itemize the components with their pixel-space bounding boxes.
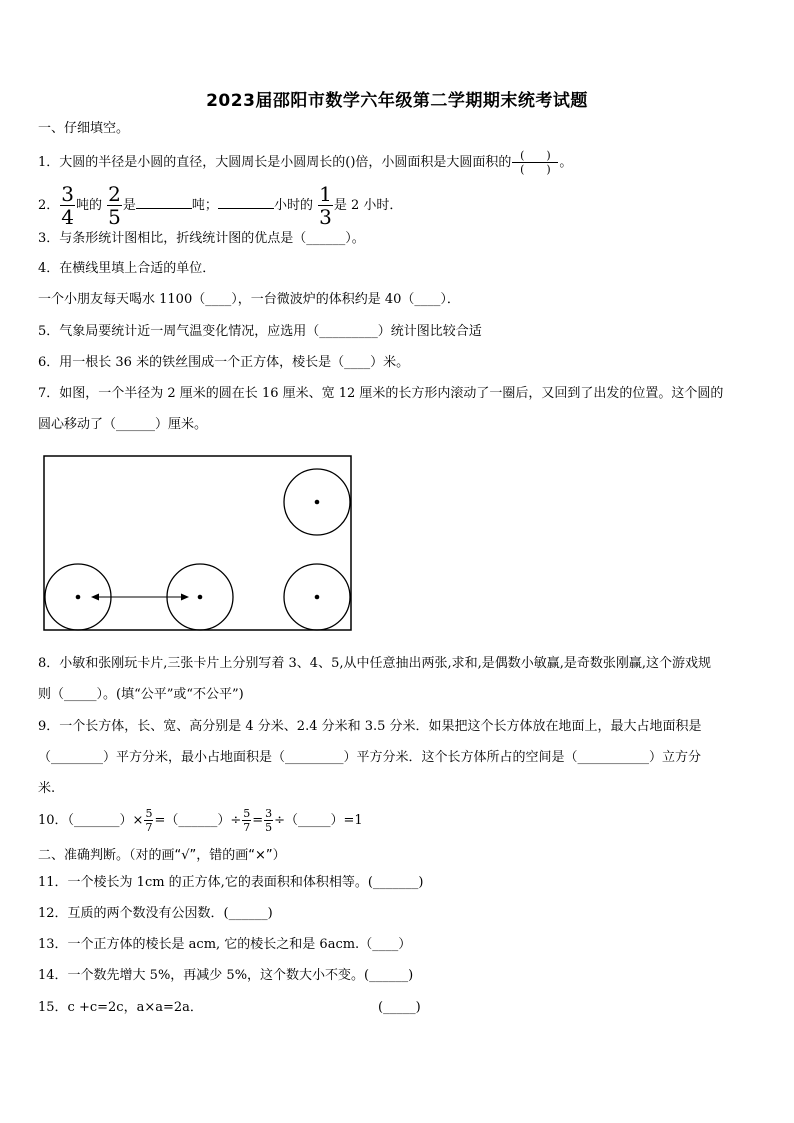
q2-blank-1[interactable] — [136, 196, 192, 209]
question-15-blank: (_____) — [378, 1000, 421, 1015]
question-11: 11．一个棱长为 1cm 的正方体,它的表面积和体积相等。(_______) — [38, 875, 424, 890]
question-15: 15．c +c=2c，a×a=2a． — [38, 1000, 203, 1015]
page-title: 2023届邵阳市数学六年级第二学期期末统考试题 — [206, 91, 588, 111]
question-3: 3．与条形统计图相比，折线统计图的优点是（______）。 — [38, 231, 365, 246]
section-heading-fill: 一、仔细填空。 — [38, 121, 130, 136]
q10-fraction-5-7: $\frac{5}{7}$ — [145, 807, 153, 834]
arrow-head-right — [181, 594, 189, 601]
center-dot — [198, 595, 203, 600]
arrow-head-left — [91, 594, 99, 601]
question-2: 2． $\frac{3}{4}$ 吨的 $\frac{2}{5}$ 是 吨； 小时的 $\frac{1}{3}$ 是 2 小时． — [38, 182, 403, 229]
center-dot — [315, 595, 320, 600]
center-dot — [315, 500, 320, 505]
question-4: 4．在横线里填上合适的单位． — [38, 261, 216, 276]
q10-fraction-3-5: $\frac{3}{5}$ — [265, 807, 273, 834]
center-dot — [76, 595, 81, 600]
q2-blank-2[interactable] — [218, 196, 274, 209]
question-13: 13．一个正方体的棱长是 acm, 它的棱长之和是 6acm.（____） — [38, 937, 412, 952]
section-heading-judge: 二、准确判断。（对的画“√”，错的画“×”） — [38, 848, 286, 863]
q1-text-b: )倍，小圆面积是大圆面积的 — [350, 155, 512, 170]
question-14: 14．一个数先增大 5%，再减少 5%，这个数大小不变。(______) — [38, 968, 414, 983]
rectangle-outline — [44, 456, 351, 630]
question-7-line-2: 圆心移动了（______）厘米。 — [38, 417, 208, 432]
question-6: 6．用一根长 36 米的铁丝围成一个正方体，棱长是（____）米。 — [38, 355, 410, 370]
q2-fraction-2-5: $\frac{2}{5}$ — [108, 182, 121, 229]
q2-fraction-1-3: $\frac{1}{3}$ — [319, 182, 332, 229]
question-9-line-3: 米. — [38, 781, 56, 796]
q10-fraction-5-7-b: $\frac{5}{7}$ — [243, 807, 251, 834]
question-1: 1．大圆的半径是小圆的直径，大圆周长是小圆周长的()倍，小圆面积是大圆面积的 $\frac{( )}{( )}$ 。 — [38, 149, 573, 176]
question-8-line-1: 8．小敏和张刚玩卡片,三张卡片上分别写着 3、4、5,从中任意抽出两张,求和,是偶数小敏赢,是奇数张刚赢,这个游戏规 — [38, 656, 712, 671]
question-5: 5．气象局要统计近一周气温变化情况，应选用（_________）统计图比较合适 — [38, 324, 482, 339]
question-7-line-1: 7．如图，一个半径为 2 厘米的圆在长 16 厘米、宽 12 厘米的长方形内滚动了一圈后，又回到了出发的位置。这个圆的 — [38, 386, 724, 401]
question-8-line-2: 则（_____）。(填“公平”或“不公平”) — [38, 687, 244, 702]
question-12: 12．互质的两个数没有公因数．(______) — [38, 906, 273, 921]
q2-fraction-3-4: $\frac{3}{4}$ — [61, 182, 75, 229]
q1-text-a: 1．大圆的半径是小圆的直径，大圆周长是小圆周长的( — [38, 155, 351, 170]
q1-fraction: $\frac{( )}{( )}$ — [512, 150, 558, 175]
question-4-detail: 一个小朋友每天喝水 1100（____），一台微波炉的体积约是 40（____）． — [38, 292, 460, 307]
question-9-line-1: 9．一个长方体，长、宽、高分别是 4 分米、2.4 分米和 3.5 分米．如果把这个长方体放在地面上，最大占地面积是 — [38, 719, 702, 734]
rolling-circle-figure — [40, 452, 356, 634]
question-9-line-2: （________）平方分米，最小占地面积是（_________）平方分米．这个长方体所占的空间是（___________）立方分 — [38, 750, 702, 765]
question-10: 10．（_______）× $\frac{5}{7}$ =（______）÷ $\frac{5}{7}$ = $\frac{3}{5}$ ÷（_____）=1 — [38, 807, 363, 834]
